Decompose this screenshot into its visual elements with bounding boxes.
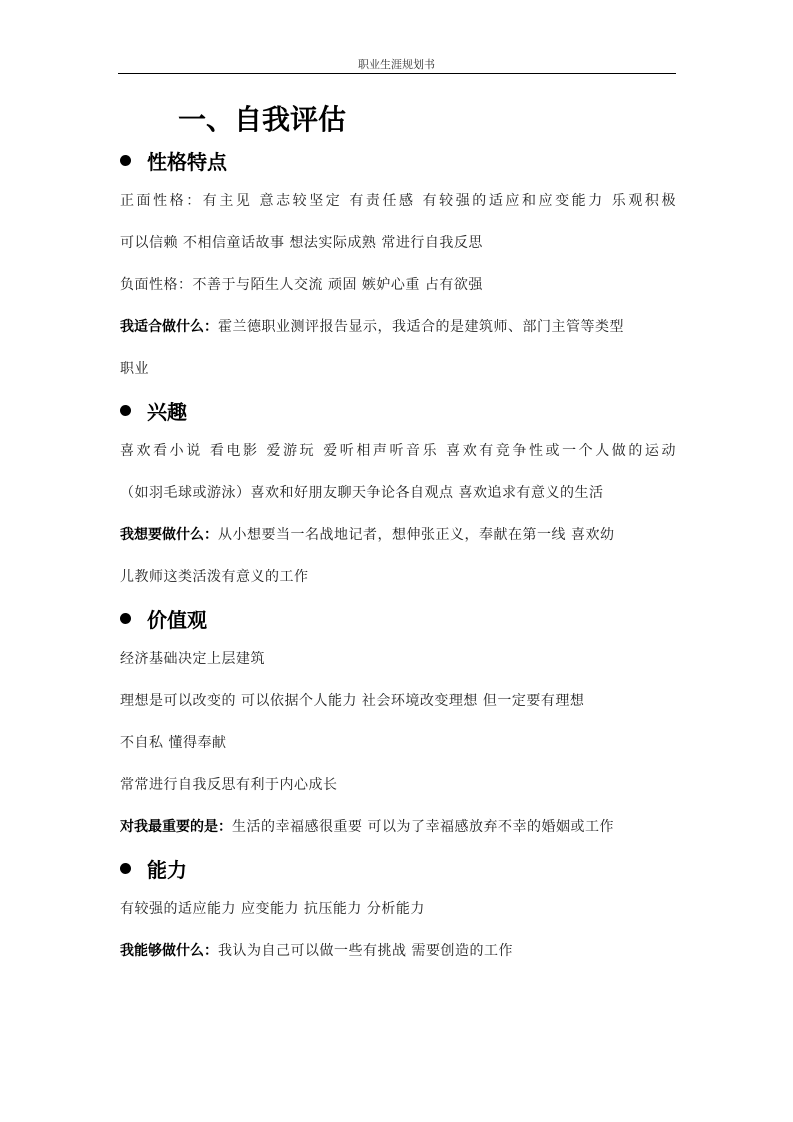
can-paragraph bbox=[120, 940, 676, 960]
important-paragraph bbox=[120, 816, 676, 836]
fit-paragraph bbox=[120, 316, 676, 336]
section-values bbox=[120, 604, 207, 633]
values-line-3: 不自私 懂得奉献 bbox=[120, 735, 227, 751]
positive-traits-cont: 可以信赖 不相信童话故事 想法实际成熟 常进行自我反思 bbox=[120, 235, 483, 251]
running-header: 职业生涯规划书 bbox=[358, 58, 435, 71]
values-line-4: 常常进行自我反思有利于内心成长 bbox=[120, 777, 338, 793]
can-text: 我认为自己可以做一些有挑战 需要创造的工作 bbox=[218, 943, 513, 959]
fit-text: 霍兰德职业测评报告显示，我适合的是建筑师、部门主管等类型 bbox=[218, 319, 624, 335]
section-personality bbox=[120, 146, 227, 175]
page-title: 一、自我评估 bbox=[178, 103, 347, 136]
interests-line-2: （如羽毛球或游泳）喜欢和好朋友聊天争论各自观点 喜欢追求有意义的生活 bbox=[120, 485, 604, 501]
want-paragraph bbox=[120, 524, 676, 544]
want-lead: 我想要做什么： bbox=[120, 527, 218, 543]
bullet-icon bbox=[120, 613, 131, 624]
bullet-icon bbox=[120, 155, 131, 166]
values-line-1: 经济基础决定上层建筑 bbox=[120, 651, 265, 667]
want-text: 从小想要当一名战地记者，想伸张正义，奉献在第一线 喜欢幼 bbox=[218, 527, 615, 543]
abilities-line-1: 有较强的适应能力 应变能力 抗压能力 分析能力 bbox=[120, 901, 425, 917]
fit-lead: 我适合做什么： bbox=[120, 319, 218, 335]
bullet-icon bbox=[120, 863, 131, 874]
section-heading: 兴趣 bbox=[147, 400, 187, 424]
bullet-icon bbox=[120, 405, 131, 416]
interests-line-1: 喜欢看小说 看电影 爱游玩 爱听相声听音乐 喜欢有竞争性或一个人做的运动 bbox=[120, 443, 676, 459]
section-heading: 能力 bbox=[147, 858, 187, 882]
section-heading: 性格特点 bbox=[147, 150, 227, 174]
header-rule bbox=[118, 73, 676, 74]
important-lead: 对我最重要的是： bbox=[120, 819, 232, 835]
fit-cont: 职业 bbox=[120, 361, 149, 377]
section-heading: 价值观 bbox=[147, 608, 207, 632]
want-cont: 儿教师这类活泼有意义的工作 bbox=[120, 569, 309, 585]
values-line-2: 理想是可以改变的 可以依据个人能力 社会环境改变理想 但一定要有理想 bbox=[120, 693, 585, 709]
section-interests bbox=[120, 396, 187, 425]
section-abilities bbox=[120, 854, 187, 883]
negative-traits-line: 负面性格：不善于与陌生人交流 顽固 嫉妒心重 占有欲强 bbox=[120, 277, 483, 293]
can-lead: 我能够做什么： bbox=[120, 943, 218, 959]
positive-traits-line: 正面性格：有主见 意志较坚定 有责任感 有较强的适应和应变能力 乐观积极 bbox=[120, 193, 676, 209]
important-text: 生活的幸福感很重要 可以为了幸福感放弃不幸的婚姻或工作 bbox=[232, 819, 614, 835]
